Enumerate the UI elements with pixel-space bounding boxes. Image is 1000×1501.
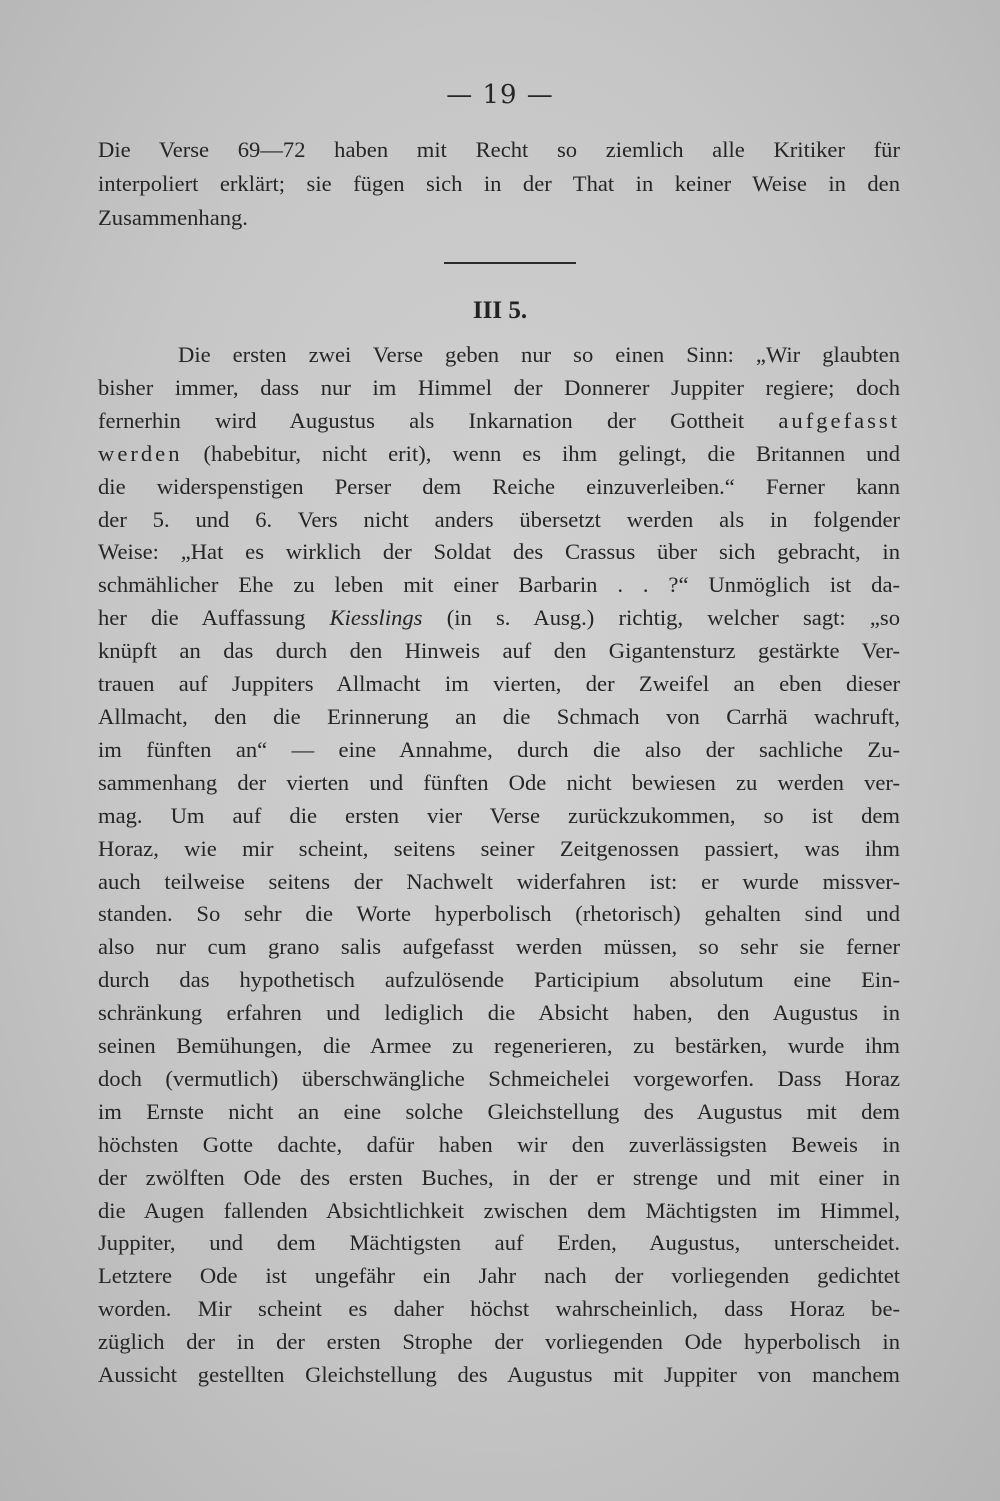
text-line: auch teilweise seitens der Nachwelt widerfahren ist: er wurde missver-: [98, 868, 900, 894]
paragraph-ode-analysis: [98, 339, 900, 1392]
text-line: höchsten Gotte dachte, dafür haben wir den zuverlässigsten Beweis in: [98, 1131, 900, 1157]
text-line: Die Verse 69—72 haben mit Recht so ziemlich alle Kritiker für: [98, 137, 900, 162]
text-line: [98, 405, 900, 438]
text-line: im Ernste nicht an eine solche Gleichstellung des Augustus mit dem: [98, 1098, 900, 1124]
text-line: schmählicher Ehe zu leben mit einer Barbarin . . ?“ Unmöglich ist da-: [98, 572, 900, 598]
text-line: mag. Um auf die ersten vier Verse zurückzukommen, so ist dem: [98, 802, 900, 828]
text-line: also nur cum grano salis aufgefasst werden müssen, so sehr sie ferner: [98, 934, 900, 960]
spaced-emphasis: werden: [98, 440, 183, 466]
text-line: trauen auf Juppiters Allmacht im vierten, der Zweifel an eben dieser: [98, 671, 900, 697]
text-segment: her die Auffassung: [98, 605, 330, 631]
text-line: Die ersten zwei Verse geben nur so einen Sinn: „Wir glaubten: [178, 342, 900, 367]
text-line: die Augen fallenden Absichtlichkeit zwischen dem Mächtigsten im Himmel,: [98, 1197, 900, 1223]
text-line: Zusammenhang.: [98, 205, 248, 230]
spaced-emphasis: aufgefasst: [778, 407, 900, 433]
paragraph-verse-interpolation: [98, 133, 900, 235]
text-line: züglich der in der ersten Strophe der vorliegenden Ode hyperbolisch in: [98, 1329, 900, 1355]
text-segment: (in s. Ausg.) richtig, welcher sagt: „so: [422, 605, 900, 631]
text-line: interpoliert erklärt; sie fügen sich in der That in keiner Weise in den: [98, 171, 900, 196]
text-segment: (habebitur, nicht erit), wenn es ihm gelingt, die Britannen und: [182, 440, 900, 466]
text-segment: fernerhin wird Augustus als Inkarnation der Gottheit: [98, 407, 779, 433]
text-line: Juppiter, und dem Mächtigsten auf Erden, Augustus, unterscheidet.: [98, 1230, 900, 1256]
text-line: standen. So sehr die Worte hyperbolisch (rhetorisch) gehalten sind und: [98, 901, 900, 927]
text-line: Letztere Ode ist ungefähr ein Jahr nach der vorliegenden gedichtet: [98, 1263, 900, 1289]
text-line: seinen Bemühungen, die Armee zu regenerieren, zu bestärken, wurde ihm: [98, 1033, 900, 1059]
italic-name: Kiesslings: [329, 605, 423, 631]
text-line: die widerspenstigen Perser dem Reiche einzuverleiben.“ Ferner kann: [98, 473, 900, 499]
text-line: Allmacht, den die Erinnerung an die Schmach von Carrhä wachruft,: [98, 703, 900, 729]
text-line: knüpft an das durch den Hinweis auf den Gigantensturz gestärkte Ver-: [98, 638, 900, 664]
text-line: Aussicht gestellten Gleichstellung des Augustus mit Juppiter von manchem: [98, 1362, 900, 1388]
section-divider: [444, 262, 576, 264]
text-line: worden. Mir scheint es daher höchst wahrscheinlich, dass Horaz be-: [98, 1296, 900, 1322]
text-line: [98, 438, 900, 471]
text-line: im fünften an“ — eine Annahme, durch die also der sachliche Zu-: [98, 736, 900, 762]
text-line: der 5. und 6. Vers nicht anders übersetzt werden als in folgender: [98, 506, 900, 532]
text-line: bisher immer, dass nur im Himmel der Donnerer Juppiter regiere; doch: [98, 374, 900, 400]
text-line: schränkung erfahren und lediglich die Absicht haben, den Augustus in: [98, 1000, 900, 1026]
text-line: sammenhang der vierten und fünften Ode nicht bewiesen zu werden ver-: [98, 769, 900, 795]
text-line: Horaz, wie mir scheint, seitens seiner Zeitgenossen passiert, was ihm: [98, 835, 900, 861]
text-line: doch (vermutlich) überschwängliche Schmeichelei vorgeworfen. Dass Horaz: [98, 1065, 900, 1091]
text-line: der zwölften Ode des ersten Buches, in der er strenge und mit einer in: [98, 1164, 900, 1190]
text-line: Weise: „Hat es wirklich der Soldat des Crassus über sich gebracht, in: [98, 539, 900, 565]
page-number: — 19 —: [446, 80, 554, 110]
text-line: [98, 602, 900, 635]
section-heading: III 5.: [472, 297, 528, 324]
text-line: durch das hypothetisch aufzulösende Participium absolutum eine Ein-: [98, 967, 900, 993]
